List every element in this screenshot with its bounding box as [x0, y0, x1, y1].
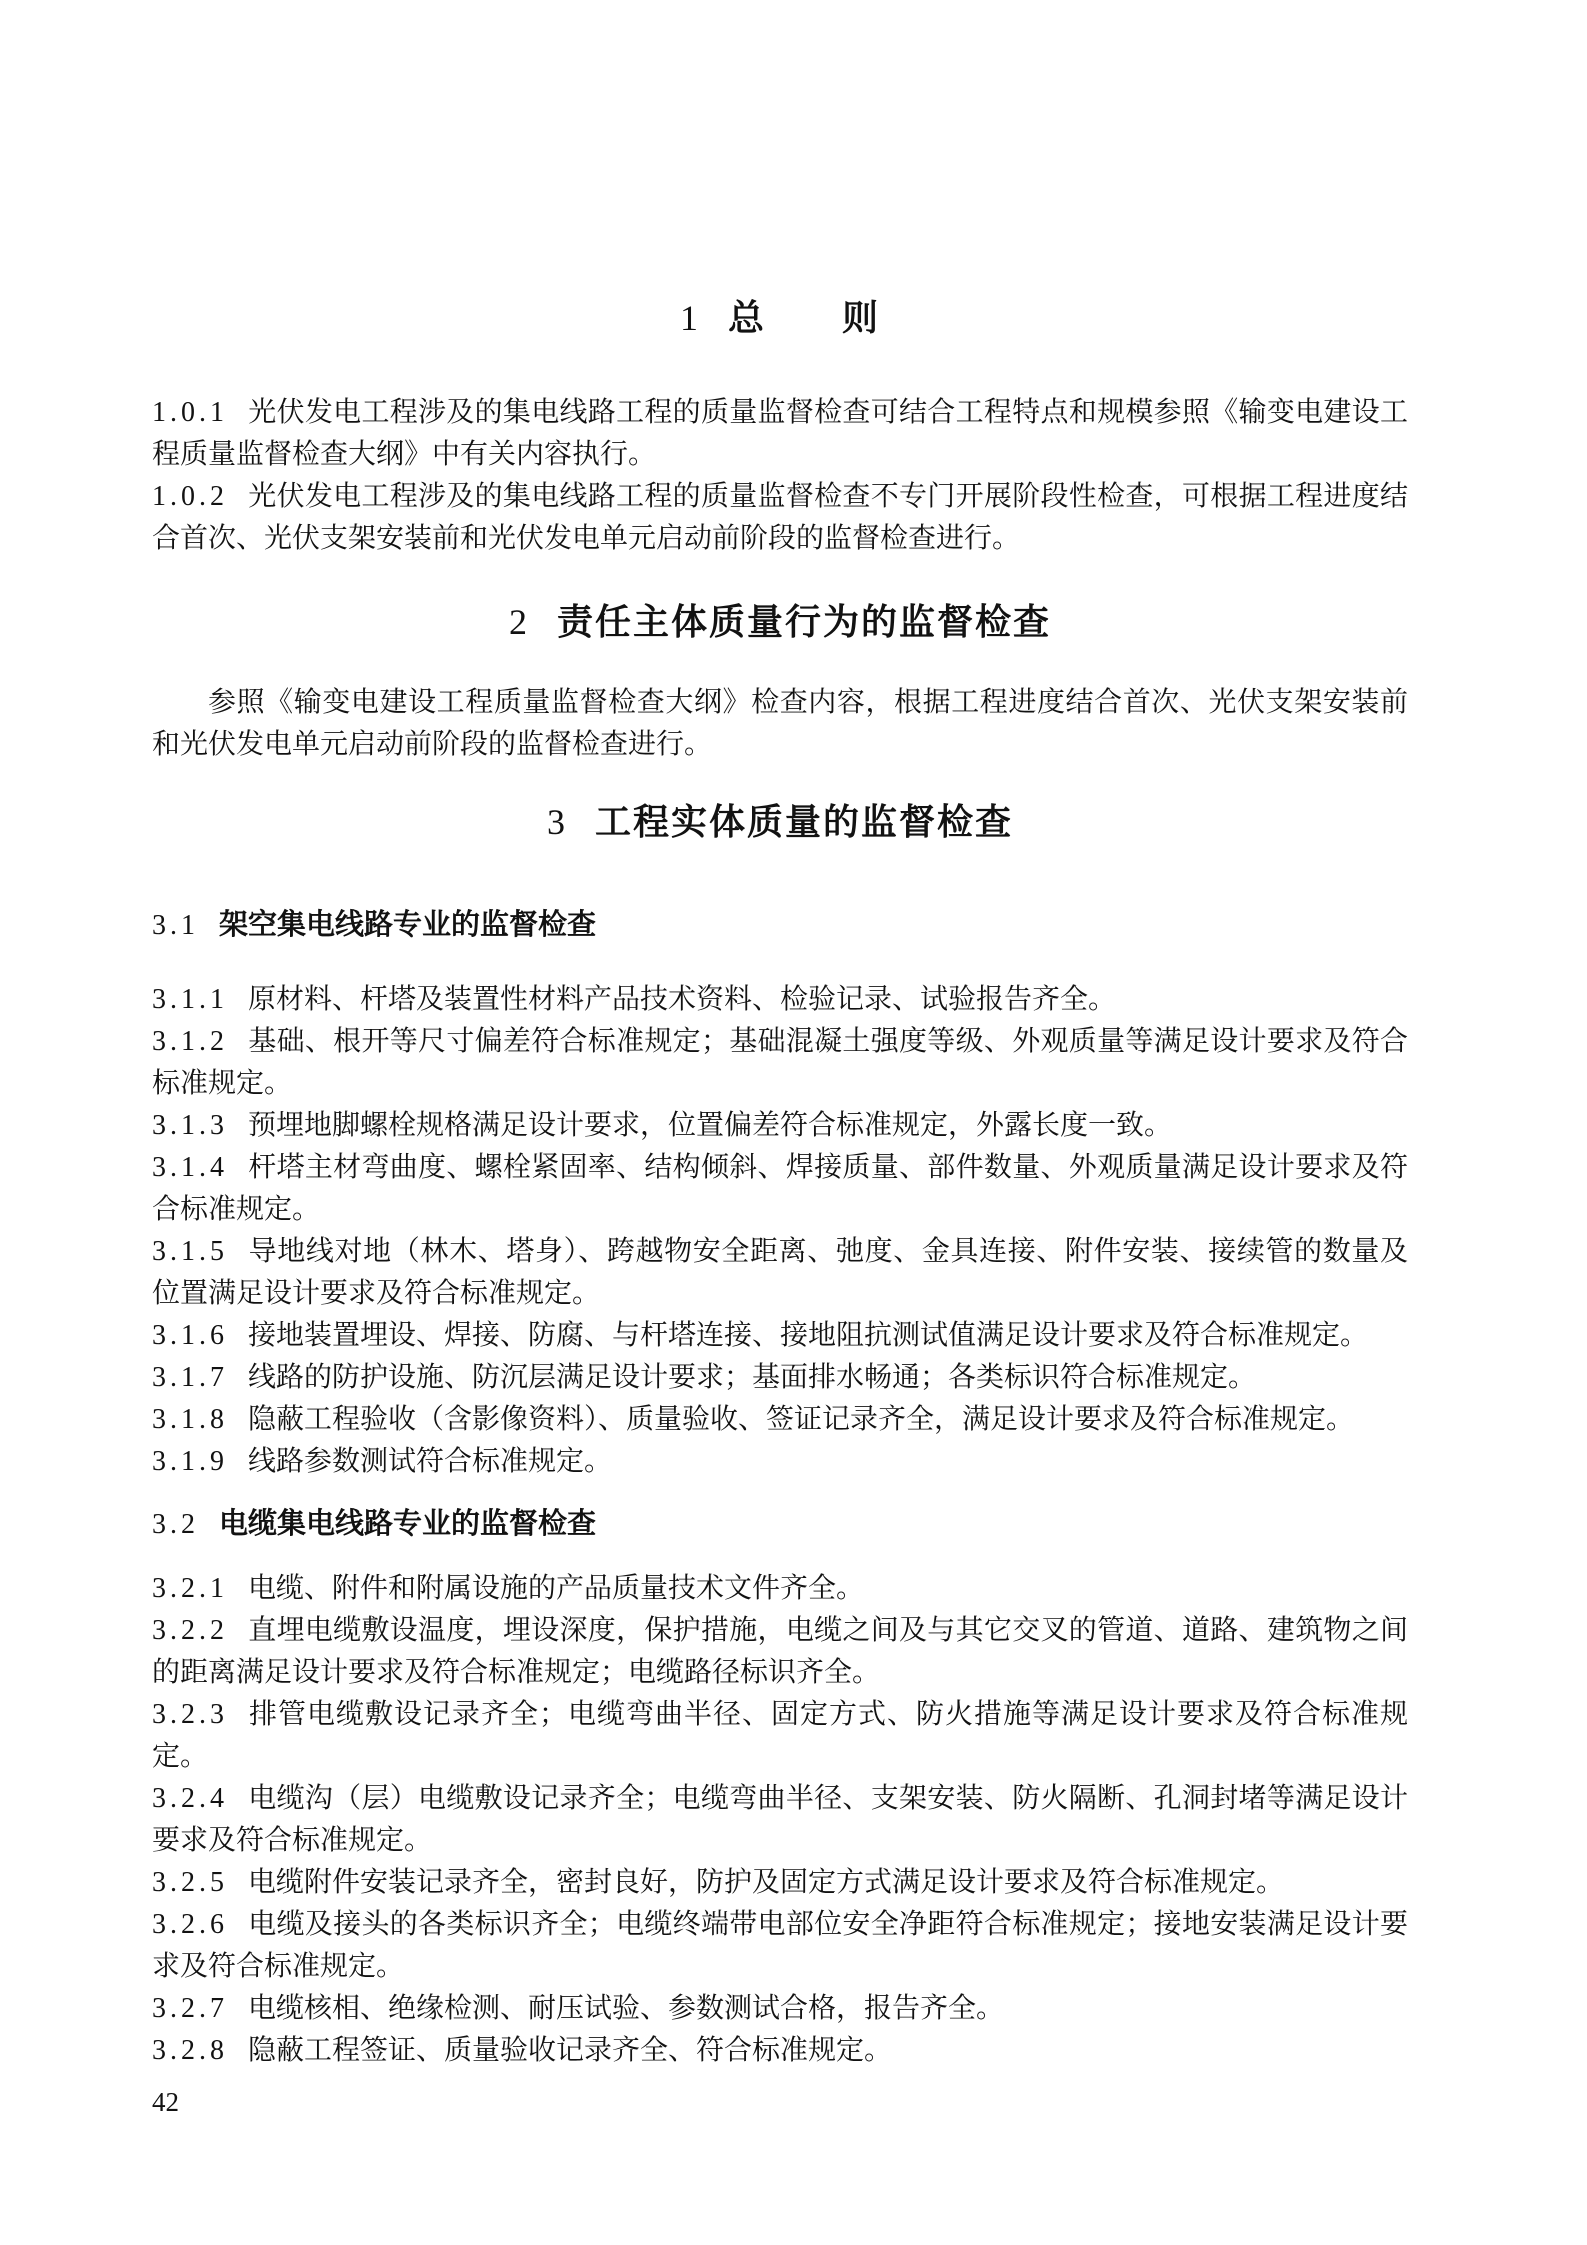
clause-text: 直埋电缆敷设温度，埋设深度，保护措施，电缆之间及与其它交叉的管道、道路、建筑物之间的距离满足设计要求及符合标准规定；电缆路径标识齐全。: [152, 1615, 1408, 1688]
clause-number: 3.2.7: [152, 1993, 228, 2024]
clause-text: 电缆附件安装记录齐全，密封良好，防护及固定方式满足设计要求及符合标准规定。: [248, 1867, 1285, 1898]
clause-number: 3.1.2: [152, 1026, 228, 1057]
clause-text: 光伏发电工程涉及的集电线路工程的质量监督检查可结合工程特点和规模参照《输变电建设工程质量监督检查大纲》中有关内容执行。: [152, 397, 1408, 470]
clause-number: 3.2.5: [152, 1867, 228, 1898]
clause-number: 3.1.4: [152, 1152, 228, 1183]
clause-3-2-3: [152, 1694, 1408, 1778]
clause-text: 电缆沟（层）电缆敷设记录齐全；电缆弯曲半径、支架安装、防火隔断、孔洞封堵等满足设计要求及符合标准规定。: [152, 1783, 1408, 1856]
document-content: [152, 0, 1408, 2072]
clause-text: 线路的防护设施、防沉层满足设计要求；基面排水畅通；各类标识符合标准规定。: [248, 1362, 1257, 1393]
section-number: 3.2: [152, 1509, 199, 1540]
chapter-3-number: 3: [546, 802, 565, 842]
clause-3-2-1: [152, 1568, 1408, 1610]
clause-text: 光伏发电工程涉及的集电线路工程的质量监督检查不专门开展阶段性检查，可根据工程进度结合首次、光伏支架安装前和光伏发电单元启动前阶段的监督检查进行。: [152, 481, 1408, 554]
clause-text: 隐蔽工程验收（含影像资料）、质量验收、签证记录齐全，满足设计要求及符合标准规定。: [248, 1404, 1355, 1435]
clause-3-1-6: [152, 1315, 1408, 1357]
clause-3-1-3: [152, 1105, 1408, 1147]
clause-3-1-4: [152, 1147, 1408, 1231]
clause-3-2-8: [152, 2030, 1408, 2072]
clause-1-0-2: [152, 476, 1408, 560]
clause-number: 3.2.1: [152, 1573, 228, 1604]
clause-number: 3.2.8: [152, 2035, 228, 2066]
chapter-2-heading: [152, 600, 1408, 644]
clause-text: 预埋地脚螺栓规格满足设计要求，位置偏差符合标准规定，外露长度一致。: [248, 1110, 1173, 1141]
clause-3-2-4: [152, 1778, 1408, 1862]
section-title: 电缆集电线路专业的监督检查: [219, 1508, 597, 1540]
clause-text: 导地线对地（林木、塔身）、跨越物安全距离、弛度、金具连接、附件安装、接续管的数量及位置满足设计要求及符合标准规定。: [152, 1236, 1408, 1309]
clause-number: 3.1.7: [152, 1362, 228, 1393]
clause-number: 3.1.3: [152, 1110, 228, 1141]
clause-3-1-9: [152, 1441, 1408, 1483]
chapter-3-title: 工程实体质量的监督检查: [594, 801, 1013, 842]
clause-3-2-5: [152, 1862, 1408, 1904]
clause-number: 3.1.9: [152, 1446, 228, 1477]
clause-text: 原材料、杆塔及装置性材料产品技术资料、检验记录、试验报告齐全。: [248, 984, 1117, 1015]
clause-3-1-2: [152, 1021, 1408, 1105]
clause-number: 3.1.8: [152, 1404, 228, 1435]
clause-text: 隐蔽工程签证、质量验收记录齐全、符合标准规定。: [248, 2035, 893, 2066]
clause-number: 3.2.6: [152, 1909, 228, 1940]
clause-text: 电缆及接头的各类标识齐全；电缆终端带电部位安全净距符合标准规定；接地安装满足设计要求及符合标准规定。: [152, 1909, 1408, 1982]
clause-text: 电缆核相、绝缘检测、耐压试验、参数测试合格，报告齐全。: [248, 1993, 1005, 2024]
clause-text: 线路参数测试符合标准规定。: [248, 1446, 613, 1477]
clause-3-2-2: [152, 1610, 1408, 1694]
clause-number: 3.2.2: [152, 1615, 228, 1646]
section-3-1-heading: [152, 904, 1408, 947]
clause-3-2-6: [152, 1904, 1408, 1988]
clause-3-1-7: [152, 1357, 1408, 1399]
chapter-2-paragraph: 参照《输变电建设工程质量监督检查大纲》检查内容，根据工程进度结合首次、光伏支架安装前和光伏发电单元启动前阶段的监督检查进行。: [152, 687, 1408, 760]
chapter-1-number: 1: [679, 298, 698, 338]
clause-number: 1.0.1: [152, 397, 228, 428]
clause-number: 1.0.2: [152, 481, 228, 512]
clause-1-0-1: [152, 392, 1408, 476]
clause-text: 接地装置埋设、焊接、防腐、与杆塔连接、接地阻抗测试值满足设计要求及符合标准规定。: [248, 1320, 1369, 1351]
section-number: 3.1: [152, 910, 199, 941]
clause-number: 3.1.5: [152, 1236, 228, 1267]
clause-3-1-1: [152, 979, 1408, 1021]
chapter-3-heading: [152, 800, 1408, 844]
chapter-1-heading: [152, 296, 1408, 340]
clause-text: 杆塔主材弯曲度、螺栓紧固率、结构倾斜、焊接质量、部件数量、外观质量满足设计要求及符合标准规定。: [152, 1152, 1408, 1225]
clause-number: 3.2.3: [152, 1699, 228, 1730]
clause-text: 排管电缆敷设记录齐全；电缆弯曲半径、固定方式、防火措施等满足设计要求及符合标准规定。: [152, 1699, 1408, 1772]
clause-text: 基础、根开等尺寸偏差符合标准规定；基础混凝土强度等级、外观质量等满足设计要求及符合标准规定。: [152, 1026, 1408, 1099]
clause-number: 3.1.1: [152, 984, 228, 1015]
chapter-1-title: 总 则: [727, 297, 880, 338]
clause-number: 3.2.4: [152, 1783, 228, 1814]
clause-3-2-7: [152, 1988, 1408, 2030]
chapter-2-title: 责任主体质量行为的监督检查: [556, 601, 1051, 642]
clause-3-1-8: [152, 1399, 1408, 1441]
page-number: 42: [152, 2087, 179, 2117]
chapter-2-number: 2: [508, 602, 527, 642]
section-3-2-heading: [152, 1503, 1408, 1546]
clause-text: 电缆、附件和附属设施的产品质量技术文件齐全。: [248, 1573, 865, 1604]
clause-3-1-5: [152, 1231, 1408, 1315]
clause-number: 3.1.6: [152, 1320, 228, 1351]
section-title: 架空集电线路专业的监督检查: [219, 909, 597, 941]
